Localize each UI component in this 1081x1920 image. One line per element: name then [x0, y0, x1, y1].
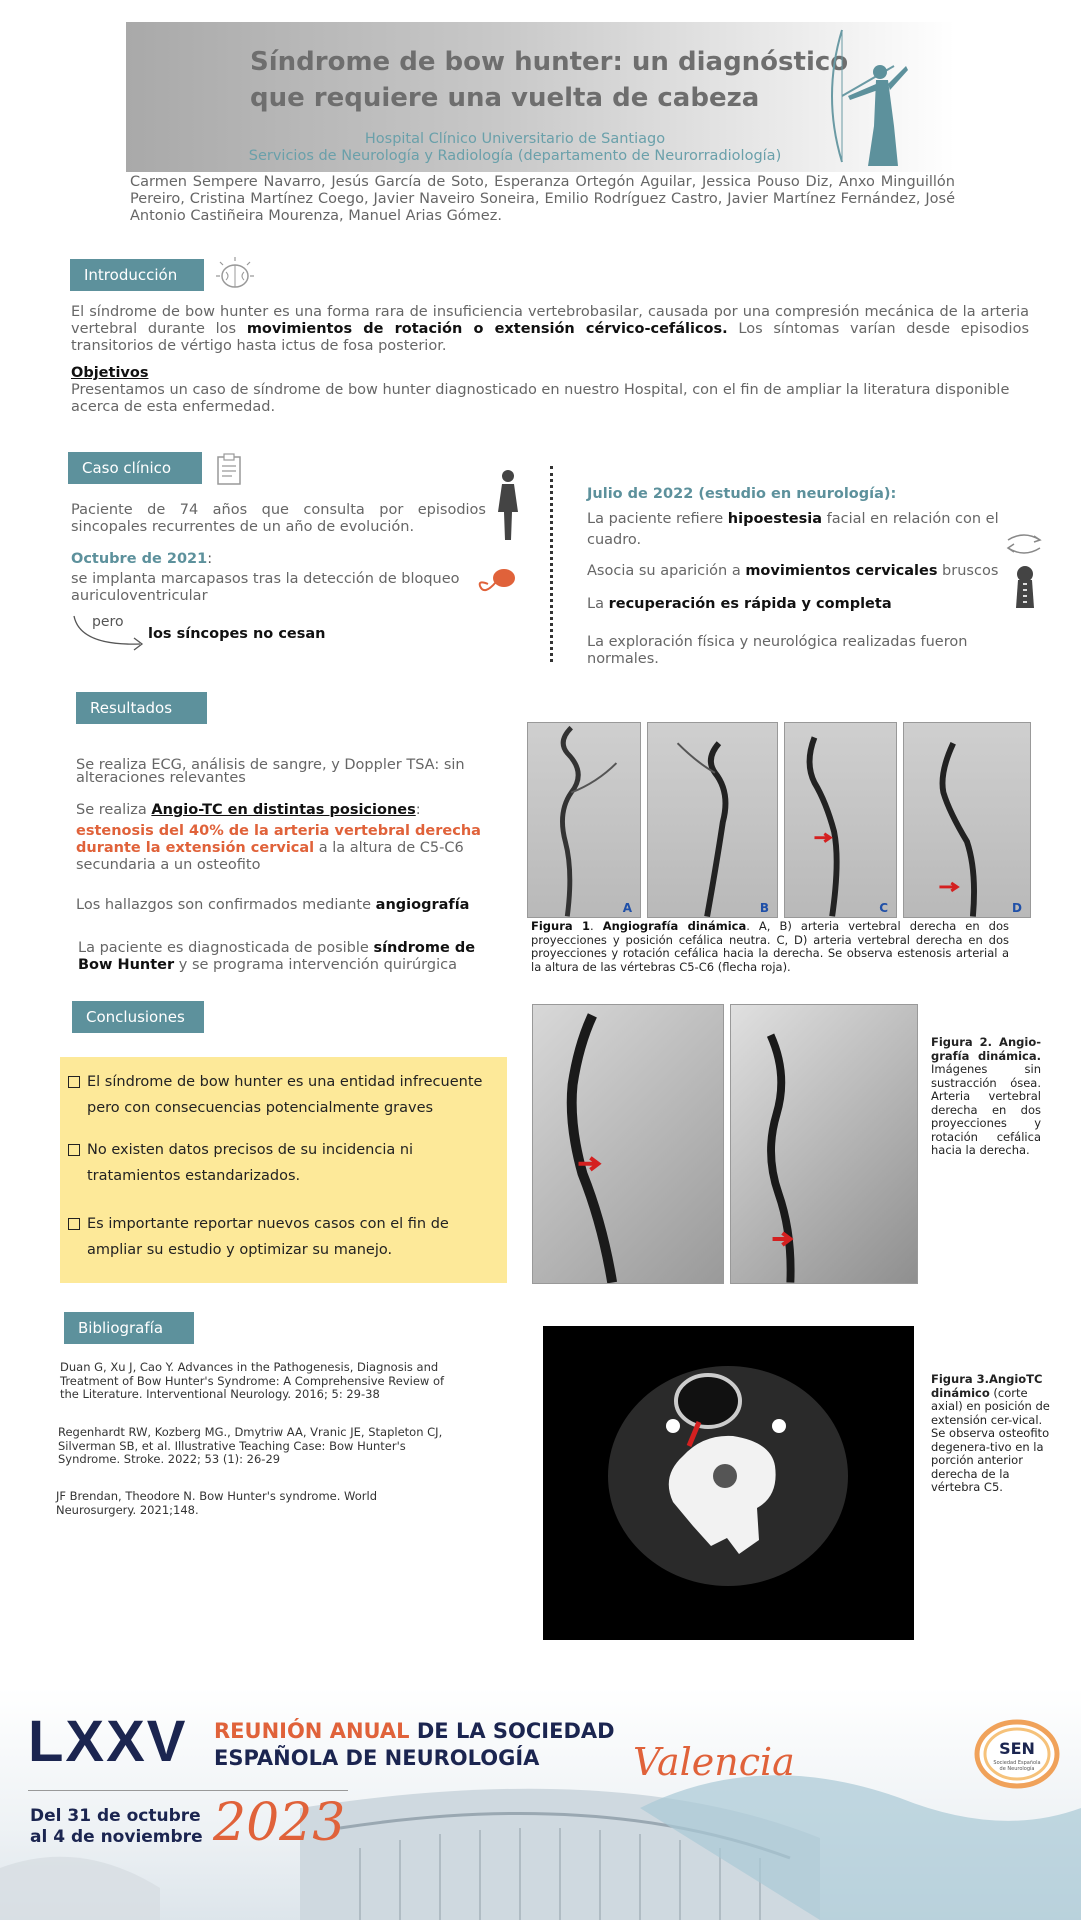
angio-ct-colon: : [415, 802, 421, 818]
meeting-name-orange: REUNIÓN ANUAL [214, 1719, 410, 1743]
sen-logo-text: SEN [999, 1739, 1035, 1758]
section-label-conclusiones: Conclusiones [72, 1001, 204, 1033]
axial-ct-image [543, 1326, 914, 1640]
angio-ct-text [76, 802, 486, 819]
city-name: Valencia [633, 1740, 795, 1784]
angiogram-c-image [785, 723, 896, 917]
cervical-text-a: Asocia su aparición a [587, 563, 746, 579]
objectives-heading: Objetivos [71, 365, 149, 381]
exam-normal-text: La exploración física y neurológica realizadas fueron normales. [587, 634, 968, 667]
pero-label: pero [92, 614, 124, 630]
hypoesthesia-text [587, 509, 1002, 551]
conclusion-item [68, 1137, 502, 1189]
figure3-image [543, 1326, 914, 1640]
case-presentation: Paciente de 74 años que consulta por episodios sincopales recurrentes de un año de evolución. [71, 502, 486, 535]
woman-silhouette-icon [494, 468, 522, 542]
dates-line-1: Del 31 de octubre [30, 1806, 201, 1826]
intro-text-a: El síndrome de bow hunter es una forma rara de insuficiencia vertebrobasilar, causada por una compresión mecánica de la arteria vertebral durante los [71, 304, 1029, 337]
meeting-name-dark: DE LA SOCIEDAD [409, 1719, 615, 1743]
syncope-persist-text: los síncopes no cesan [148, 626, 326, 642]
reference-item: Duan G, Xu J, Cao Y. Advances in the Pathogenesis, Diagnosis and Treatment of Bow Hunter's Syndrome: A Comprehensive Review of the Literature. Interventional Neurology. 2016; 5: 29-38 [60, 1360, 445, 1401]
conclusion-item [68, 1211, 502, 1263]
poster-title [250, 44, 850, 116]
recovery-text-a: La [587, 596, 609, 612]
panel-letter-c: C [879, 901, 888, 915]
hypoesthesia-text-b: facial en relación con el cuadro. [587, 511, 999, 548]
figure1-caption-text: . A, B) arteria vertebral derecha en dos proyecciones y posición cefálica neutra. C, D) arteria vertebral derecha en dos proyecciones y rotación cefálica hacia la derecha. Se observa estenosis arterial a la altura de las vértebras C5-C6 (flecha roja). [531, 919, 1010, 974]
figure1-panel-a [527, 722, 641, 918]
october-2021-colon: : [207, 551, 213, 567]
figure3-caption-bold: Figura 3.AngioTC dinámico [931, 1372, 1043, 1400]
october-2021-label: Octubre de 2021 [71, 551, 208, 567]
meeting-year: 2023 [213, 1793, 346, 1853]
checkbox-bullet-icon [68, 1076, 80, 1088]
diagnosis-bold-1: síndrome de [373, 940, 476, 956]
diagnosis-bold-2: Bow Hunter [78, 957, 175, 973]
figure1-caption-sep: . [590, 919, 603, 933]
intro-text-b: Los síntomas varían desde episodios transitorios de vértigo hasta ictus de fosa posterior. [71, 321, 1030, 354]
panel-letter-a: A [622, 901, 632, 915]
figure3-caption-text: (corte axial) en posición de extensión cer-vical. Se observa osteofito degenera-tivo en la porción anterior derecha de la vértebra C5. [931, 1385, 1050, 1494]
angio-ct-text-a: Se realiza [76, 802, 152, 818]
diagnosis-text [78, 940, 488, 974]
title-line-1: Síndrome de bow hunter: un diagnóstico [250, 47, 849, 77]
angiogram-a-image [528, 723, 640, 917]
section-label-caso-clinico: Caso clínico [68, 452, 202, 484]
meeting-name-line2: ESPAÑOLA DE NEUROLOGÍA [214, 1746, 540, 1770]
hospital-name: Hospital Clínico Universitario de Santiago [364, 131, 666, 147]
reference-item: JF Brendan, Theodore N. Bow Hunter's syndrome. World Neurosurgery. 2021;148. [56, 1489, 377, 1517]
angiography-bold: angiografía [375, 897, 470, 913]
checkbox-bullet-icon [68, 1144, 80, 1156]
meeting-name-line1 [214, 1718, 615, 1745]
section-label-introduccion: Introducción [70, 259, 204, 291]
section-label-resultados: Resultados [76, 692, 207, 724]
hypoesthesia-text-a: La paciente refiere [587, 511, 728, 527]
pacemaker-icon [478, 566, 518, 598]
footer-divider [28, 1790, 348, 1791]
sen-logo [972, 1718, 1062, 1790]
diagnosis-text-b: y se programa intervención quirúrgica [174, 957, 457, 973]
figure2-caption [931, 1036, 1041, 1158]
hospital-affiliation [200, 131, 830, 165]
angiography-unsubtracted-right [731, 1005, 917, 1283]
conclusion-text: Es importante reportar nuevos casos con el fin de ampliar su estudio y optimizar su manejo. [87, 1216, 449, 1258]
panel-letter-d: D [1012, 901, 1022, 915]
july-2022-heading: Julio de 2022 (estudio en neurología): [587, 486, 897, 502]
cervical-movements-text [587, 563, 1007, 580]
section-label-bibliografia: Bibliografía [64, 1312, 194, 1344]
title-line-2: que requiere una vuelta de cabeza [250, 83, 760, 113]
angiography-text-a: Los hallazgos son confirmados mediante [76, 897, 376, 913]
checkbox-bullet-icon [68, 1218, 80, 1230]
edition-numeral: LXXV [28, 1709, 188, 1774]
figure2-image-left [532, 1004, 724, 1284]
figure1-caption-label: Figura 1 [531, 919, 591, 933]
hypoesthesia-bold: hipoestesia [727, 511, 823, 527]
intro-paragraph [71, 304, 1029, 355]
meeting-dates [30, 1806, 203, 1848]
archer-icon [828, 26, 912, 170]
figure1-caption-bold: Angiografía dinámica [602, 919, 747, 933]
cervical-text-b: bruscos [937, 563, 999, 579]
recovery-text [587, 596, 987, 613]
figure2-caption-bold: Figura 2. Angio-grafía dinámica. [931, 1035, 1041, 1063]
conclusion-text: El síndrome de bow hunter es una entidad infrecuente pero con consecuencias potencialmente graves [87, 1074, 483, 1116]
author-list: Carmen Sempere Navarro, Jesús García de Soto, Esperanza Ortegón Aguilar, Jessica Pouso Diz, Anxo Minguillón Pereiro, Cristina Martínez Coego, Javier Naveiro Soneira, Emilio Rodríguez Castro, Javier Martínez Fernández, José Antonio Castiñeira Mourenza, Manuel Arias Gómez. [130, 174, 955, 224]
sen-logo-subtitle-2: de Neurología [999, 1766, 1035, 1772]
column-divider [550, 466, 553, 662]
dates-line-2: al 4 de noviembre [30, 1827, 203, 1847]
figure3-caption [931, 1373, 1056, 1495]
conclusion-text: No existen datos precisos de su incidencia ni tratamientos estandarizados. [87, 1142, 414, 1184]
sen-logo-mark [972, 1718, 1062, 1790]
diagnosis-text-a: La paciente es diagnosticada de posible [78, 940, 374, 956]
objectives-paragraph: Presentamos un caso de síndrome de bow hunter diagnosticado en nuestro Hospital, con el fin de ampliar la literatura disponible acerca de esta enfermedad. [71, 382, 1010, 415]
conclusion-item [68, 1069, 502, 1121]
figure2-caption-text: Imágenes sin sustracción ósea. Arteria vertebral derecha en dos proyecciones y rotación cefálica hacia la derecha. [931, 1062, 1041, 1157]
meeting-name [214, 1718, 615, 1772]
angiogram-d-image [904, 723, 1030, 917]
figure1-caption [531, 920, 1009, 974]
initial-tests-text: Se realiza ECG, análisis de sangre, y Doppler TSA: sin alteraciones relevantes [76, 757, 465, 786]
neck-spine-icon [1008, 564, 1042, 608]
conclusions-box [60, 1057, 507, 1283]
angio-ct-bold: Angio-TC en distintas posiciones [151, 802, 416, 818]
recovery-bold: recuperación es rápida y completa [608, 596, 892, 612]
head-rotation-icon [1004, 528, 1044, 558]
figure1-panel-c [784, 722, 897, 918]
pacemaker-text: se implanta marcapasos tras la detección de bloqueo auriculoventricular [71, 571, 460, 604]
clipboard-icon [214, 452, 244, 486]
angiography-text [76, 897, 486, 914]
stenosis-text [76, 823, 486, 874]
figure1-panel-d [903, 722, 1031, 918]
stenosis-highlight: estenosis del 40% de la arteria vertebral derecha durante la extensión cervical [76, 823, 481, 856]
brain-icon [212, 256, 258, 294]
cervical-bold: movimientos cervicales [745, 563, 938, 579]
stenosis-rest: a la altura de C5-C6 secundaria a un osteofito [76, 840, 464, 873]
department-name: Servicios de Neurología y Radiología (departamento de Neurorradiología) [248, 148, 782, 164]
angiogram-b-image [648, 723, 777, 917]
sen-logo-subtitle-1: Sociedad Española [993, 1760, 1041, 1766]
panel-letter-b: B [759, 901, 769, 915]
intro-text-bold: movimientos de rotación o extensión cérvico-cefálicos. [246, 321, 728, 337]
reference-item: Regenhardt RW, Kozberg MG., Dmytriw AA, Vranic JE, Stapleton CJ, Silverman SB, et al. Illustrative Teaching Case: Bow Hunter's Syndrome. Stroke. 2022; 53 (1): 26-29 [58, 1425, 443, 1466]
angiography-unsubtracted-left [533, 1005, 723, 1283]
figure1-panel-b [647, 722, 778, 918]
october-2021-heading [71, 551, 212, 567]
figure2-image-right [730, 1004, 918, 1284]
